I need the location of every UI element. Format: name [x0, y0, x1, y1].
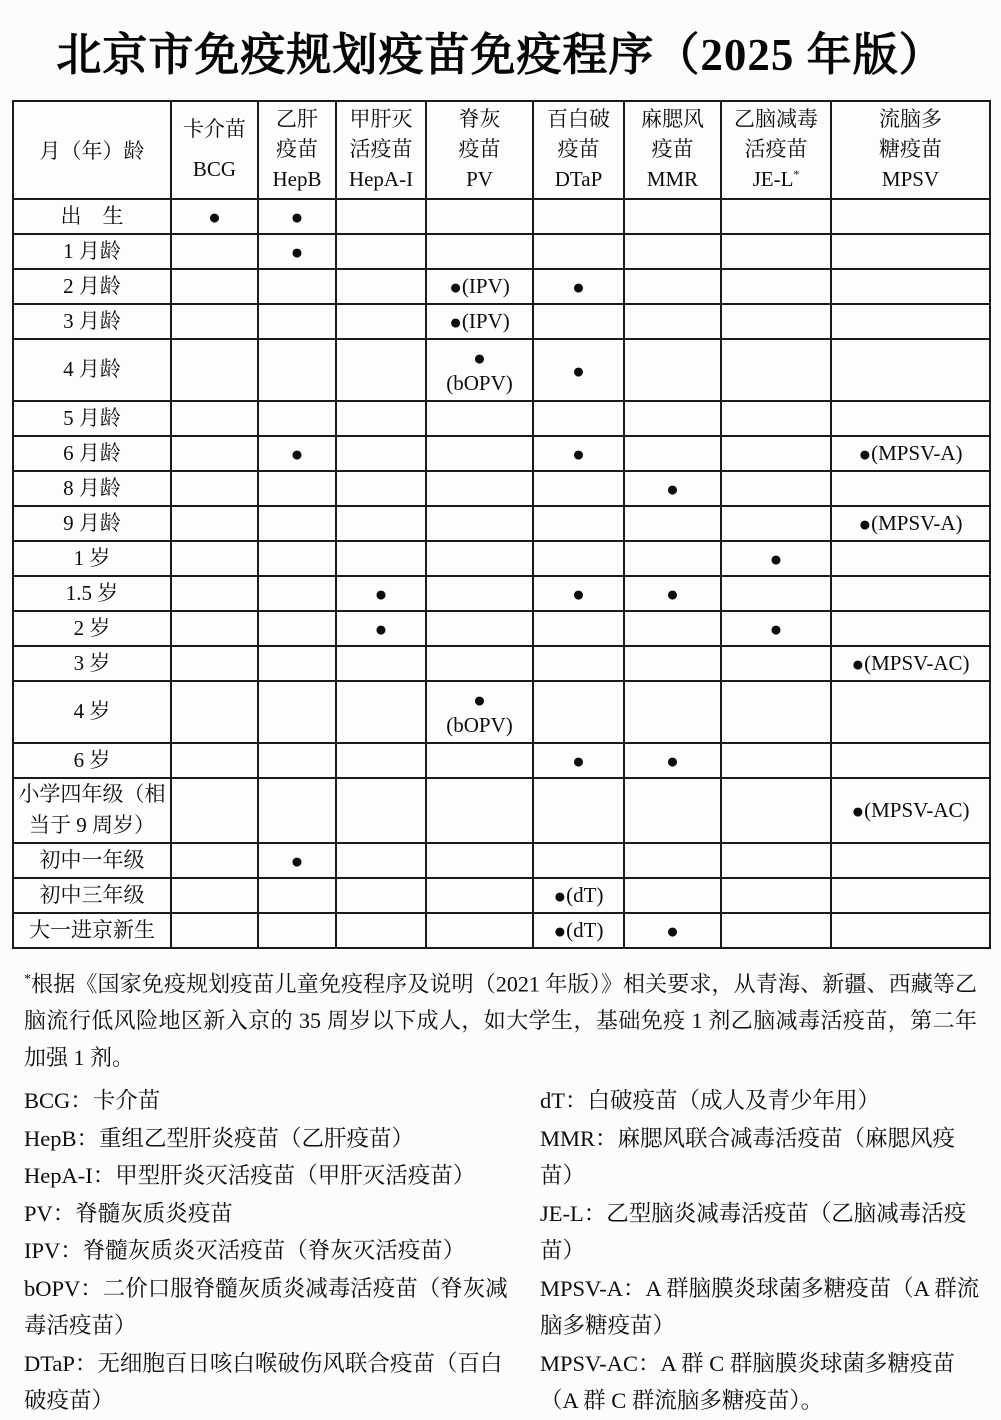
schedule-cell-mmr [624, 843, 721, 878]
schedule-cell-je-l [721, 878, 831, 913]
age-cell: 2 月龄 [13, 269, 171, 304]
abbreviation-entry: MPSV-AC：A 群 C 群脑膜炎球菌多糖疫苗（A 群 C 群流脑多糖疫苗）。 [540, 1350, 955, 1414]
schedule-cell-hepb [258, 611, 336, 646]
table-row [13, 471, 990, 506]
age-cell: 出 生 [13, 199, 171, 234]
schedule-cell-mmr [624, 401, 721, 436]
schedule-cell-hepb [258, 541, 336, 576]
schedule-cell-dtap [533, 743, 624, 778]
schedule-cell-hepa-i [336, 681, 426, 743]
schedule-cell-pv [426, 611, 533, 646]
dose-note: (dT) [566, 883, 604, 908]
schedule-cell-dtap [533, 234, 624, 269]
schedule-cell-bcg [171, 401, 258, 436]
schedule-cell-hepa-i [336, 843, 426, 878]
age-cell: 5 月龄 [13, 401, 171, 436]
schedule-cell-je-l [721, 199, 831, 234]
table-row [13, 878, 990, 913]
dose-dot: ● [553, 884, 567, 909]
abbreviation-entry: JE-L：乙型脑炎减毒活疫苗（乙脑减毒活疫苗） [540, 1200, 967, 1264]
column-header-bcg [171, 101, 258, 199]
column-header-line: 麻腮风 [641, 107, 704, 132]
dose-dot: ● [290, 240, 304, 265]
footnote-text: 根据《国家免疫规划疫苗儿童免疫程序及说明（2021 年版）》相关要求，从青海、新疆、西藏等乙脑流行低风险地区新入京的 35 周岁以下成人，如大学生，基础免疫 1 剂乙脑减毒活疫苗，第二年加强 1 剂。 [24, 971, 977, 1071]
dose-dot: ● [572, 442, 585, 467]
abbreviation-entry: IPV：脊髓灰质炎灭活疫苗（脊灰灭活疫苗） [24, 1238, 466, 1264]
schedule-cell-hepa-i [336, 646, 426, 681]
age-cell: 1 岁 [13, 541, 171, 576]
schedule-cell-pv [426, 878, 533, 913]
schedule-cell-hepb [258, 878, 336, 913]
schedule-cell-mpsv [831, 506, 990, 541]
schedule-cell-hepb [258, 576, 336, 611]
schedule-cell-hepa-i [336, 743, 426, 778]
schedule-cell-dtap [533, 576, 624, 611]
dose-dot: ● [858, 512, 872, 537]
schedule-cell-hepa-i [336, 234, 426, 269]
schedule-cell-hepa-i [336, 576, 426, 611]
schedule-cell-hepb [258, 743, 336, 778]
schedule-cell-je-l [721, 471, 831, 506]
schedule-cell-mmr [624, 436, 721, 471]
table-row [13, 506, 990, 541]
schedule-cell-dtap [533, 778, 624, 843]
schedule-cell-bcg [171, 913, 258, 948]
schedule-cell-mmr [624, 913, 721, 948]
table-row [13, 913, 990, 948]
schedule-cell-mpsv [831, 611, 990, 646]
schedule-cell-mpsv [831, 913, 990, 948]
table-row [13, 339, 990, 401]
schedule-cell-dtap [533, 401, 624, 436]
schedule-cell-bcg [171, 646, 258, 681]
dose-dot: ● [666, 919, 679, 944]
column-header-line: HepA-I [348, 166, 414, 191]
schedule-cell-mpsv [831, 401, 990, 436]
schedule-cell-mpsv [831, 339, 990, 401]
schedule-cell-hepb [258, 339, 336, 401]
schedule-cell-bcg [171, 304, 258, 339]
schedule-cell-hepb [258, 199, 336, 234]
abbreviation-column-right [540, 1082, 983, 1420]
schedule-cell-bcg [171, 611, 258, 646]
footnote-asterisk: * [793, 166, 800, 181]
dose-dot: ● [374, 617, 388, 642]
dose-note: (dT) [566, 918, 604, 943]
schedule-cell-bcg [171, 778, 258, 843]
schedule-cell-mmr [624, 576, 721, 611]
dose-dot: ● [290, 205, 304, 230]
schedule-cell-pv [426, 913, 533, 948]
column-header-line: DTaP [554, 166, 603, 191]
schedule-cell-pv [426, 471, 533, 506]
schedule-cell-pv [426, 541, 533, 576]
schedule-cell-dtap [533, 436, 624, 471]
schedule-cell-bcg [171, 471, 258, 506]
dose-dot: ● [851, 652, 865, 677]
table-row [13, 646, 990, 681]
schedule-cell-je-l [721, 778, 831, 843]
schedule-cell-dtap [533, 611, 624, 646]
dose-note: (MPSV-A) [871, 441, 963, 466]
schedule-cell-pv [426, 743, 533, 778]
schedule-cell-pv [426, 339, 533, 401]
footnote [24, 961, 977, 1076]
dose-dot: ● [572, 275, 585, 300]
schedule-cell-dtap [533, 681, 624, 743]
column-header-line: 脊灰 [458, 107, 501, 132]
abbreviation-entry: PV：脊髓灰质炎疫苗 [24, 1200, 233, 1226]
schedule-cell-mmr [624, 743, 721, 778]
dose-dot: ● [290, 849, 304, 874]
dose-dot: ● [572, 582, 585, 607]
dose-dot: ● [290, 442, 304, 467]
schedule-cell-mmr [624, 541, 721, 576]
schedule-cell-je-l [721, 913, 831, 948]
schedule-cell-bcg [171, 234, 258, 269]
dose-dot: ● [769, 547, 783, 572]
schedule-cell-bcg [171, 506, 258, 541]
schedule-cell-pv [426, 681, 533, 743]
column-header-mpsv [831, 101, 990, 199]
table-row [13, 234, 990, 269]
schedule-cell-pv [426, 506, 533, 541]
abbreviation-entry: MMR：麻腮风联合减毒活疫苗（麻腮风疫苗） [540, 1125, 956, 1189]
schedule-cell-pv [426, 199, 533, 234]
table-row [13, 541, 990, 576]
schedule-cell-mmr [624, 681, 721, 743]
dose-dot: ● [851, 799, 865, 824]
age-cell: 3 月龄 [13, 304, 171, 339]
column-header-je-l [721, 101, 831, 199]
schedule-cell-hepb [258, 778, 336, 843]
dose-dot: ● [473, 687, 486, 712]
abbreviation-entry: MPSV-A：A 群脑膜炎球菌多糖疫苗（A 群流脑多糖疫苗） [540, 1275, 980, 1339]
schedule-cell-pv [426, 646, 533, 681]
table-row [13, 576, 990, 611]
schedule-cell-mmr [624, 471, 721, 506]
schedule-cell-hepb [258, 646, 336, 681]
table-row [13, 743, 990, 778]
schedule-cell-mpsv [831, 436, 990, 471]
dose-note: (MPSV-AC) [864, 651, 970, 676]
age-cell: 大一进京新生 [13, 913, 171, 948]
column-header-line: JE-L* [752, 166, 800, 191]
schedule-cell-hepa-i [336, 878, 426, 913]
schedule-cell-mpsv [831, 576, 990, 611]
schedule-cell-hepb [258, 304, 336, 339]
schedule-cell-hepa-i [336, 611, 426, 646]
schedule-cell-mpsv [831, 304, 990, 339]
schedule-cell-dtap [533, 913, 624, 948]
abbreviation-column-left [24, 1082, 524, 1420]
dose-note: (IPV) [461, 309, 510, 334]
schedule-cell-mpsv [831, 878, 990, 913]
age-cell: 8 月龄 [13, 471, 171, 506]
column-header-dtap [533, 101, 624, 199]
schedule-cell-mmr [624, 234, 721, 269]
column-header-line: 百白破 [547, 107, 610, 132]
age-cell: 初中一年级 [13, 843, 171, 878]
schedule-cell-pv [426, 576, 533, 611]
schedule-cell-hepb [258, 401, 336, 436]
schedule-cell-je-l [721, 843, 831, 878]
column-header-line: 活疫苗 [349, 137, 413, 162]
schedule-cell-je-l [721, 646, 831, 681]
schedule-cell-je-l [721, 304, 831, 339]
schedule-cell-dtap [533, 541, 624, 576]
table-row [13, 269, 990, 304]
schedule-cell-mpsv [831, 843, 990, 878]
dose-dot: ● [858, 442, 872, 467]
column-header-line: 活疫苗 [744, 137, 808, 162]
schedule-cell-je-l [721, 506, 831, 541]
abbreviation-entry: HepA-I：甲型肝炎灭活疫苗（甲肝灭活疫苗） [24, 1163, 476, 1189]
schedule-cell-bcg [171, 199, 258, 234]
column-header-line: 乙脑减毒 [734, 107, 818, 132]
schedule-cell-pv [426, 401, 533, 436]
schedule-cell-mmr [624, 199, 721, 234]
column-header-line: 疫苗 [276, 137, 318, 162]
schedule-cell-je-l [721, 234, 831, 269]
schedule-cell-pv [426, 778, 533, 843]
schedule-cell-dtap [533, 471, 624, 506]
schedule-cell-hepa-i [336, 436, 426, 471]
column-header-line: 卡介苗 [183, 117, 246, 142]
schedule-cell-hepb [258, 681, 336, 743]
age-cell: 初中三年级 [13, 878, 171, 913]
schedule-cell-dtap [533, 304, 624, 339]
schedule-cell-mmr [624, 878, 721, 913]
column-header-line: PV [466, 166, 493, 191]
age-cell: 1 月龄 [13, 234, 171, 269]
table-row [13, 199, 990, 234]
dose-note: (MPSV-A) [871, 511, 963, 536]
table-row [13, 843, 990, 878]
column-header-line: 乙肝 [276, 107, 318, 132]
schedule-cell-dtap [533, 506, 624, 541]
abbreviation-entry: BCG：卡介苗 [24, 1088, 161, 1114]
schedule-cell-hepb [258, 234, 336, 269]
table-row [13, 681, 990, 743]
dose-dot: ● [208, 205, 221, 230]
dose-note: (IPV) [461, 274, 510, 299]
age-cell: 小学四年级（相当于 9 周岁） [13, 778, 171, 843]
column-header-line: 流脑多 [879, 107, 942, 132]
schedule-cell-je-l [721, 436, 831, 471]
schedule-cell-hepa-i [336, 304, 426, 339]
schedule-cell-hepb [258, 471, 336, 506]
schedule-cell-hepb [258, 506, 336, 541]
schedule-cell-hepa-i [336, 541, 426, 576]
schedule-cell-mmr [624, 269, 721, 304]
schedule-cell-bcg [171, 843, 258, 878]
schedule-cell-pv [426, 304, 533, 339]
schedule-cell-hepb [258, 843, 336, 878]
dose-dot: ● [666, 582, 679, 607]
schedule-cell-hepa-i [336, 913, 426, 948]
schedule-cell-mpsv [831, 778, 990, 843]
schedule-cell-dtap [533, 269, 624, 304]
schedule-cell-je-l [721, 681, 831, 743]
schedule-cell-hepa-i [336, 199, 426, 234]
column-header-hepa-i [336, 101, 426, 199]
column-header-line: MPSV [881, 166, 940, 191]
table-row [13, 611, 990, 646]
age-cell: 2 岁 [13, 611, 171, 646]
schedule-cell-hepa-i [336, 471, 426, 506]
schedule-cell-bcg [171, 878, 258, 913]
schedule-cell-bcg [171, 743, 258, 778]
schedule-cell-mmr [624, 339, 721, 401]
schedule-cell-dtap [533, 646, 624, 681]
schedule-cell-bcg [171, 269, 258, 304]
schedule-cell-je-l [721, 269, 831, 304]
dose-note: (MPSV-AC) [864, 798, 970, 823]
column-header-hepb [258, 101, 336, 199]
column-header-line: HepB [272, 166, 322, 191]
schedule-cell-dtap [533, 843, 624, 878]
schedule-cell-dtap [533, 199, 624, 234]
schedule-cell-hepb [258, 913, 336, 948]
column-header-mmr [624, 101, 721, 199]
dose-dot: ● [553, 919, 567, 944]
schedule-cell-je-l [721, 541, 831, 576]
dose-dot: ● [572, 358, 585, 383]
column-header-line: BCG [192, 157, 237, 182]
schedule-cell-mmr [624, 646, 721, 681]
dose-dot: ● [769, 617, 783, 642]
age-cell: 3 岁 [13, 646, 171, 681]
abbreviation-entry: dT：白破疫苗（成人及青少年用） [540, 1088, 880, 1114]
schedule-table [12, 100, 991, 949]
schedule-cell-hepb [258, 269, 336, 304]
abbreviation-legend [12, 1082, 989, 1420]
page-title: 北京市免疫规划疫苗免疫程序（2025 年版） [56, 30, 945, 80]
dose-dot: ● [449, 310, 462, 335]
age-cell: 1.5 岁 [13, 576, 171, 611]
age-cell: 4 岁 [13, 681, 171, 743]
dose-dot: ● [572, 749, 585, 774]
schedule-cell-bcg [171, 436, 258, 471]
age-cell: 4 月龄 [13, 339, 171, 401]
schedule-cell-dtap [533, 878, 624, 913]
schedule-cell-mmr [624, 611, 721, 646]
dose-note: (bOPV) [446, 712, 513, 737]
footnote-marker: * [24, 971, 31, 987]
schedule-cell-hepa-i [336, 339, 426, 401]
schedule-cell-pv [426, 843, 533, 878]
schedule-cell-mpsv [831, 646, 990, 681]
age-cell: 9 月龄 [13, 506, 171, 541]
table-row [13, 401, 990, 436]
schedule-cell-je-l [721, 401, 831, 436]
dose-note: (bOPV) [446, 370, 513, 395]
age-cell: 6 岁 [13, 743, 171, 778]
schedule-cell-mpsv [831, 681, 990, 743]
column-header-line: 疫苗 [458, 137, 501, 162]
schedule-table-body [13, 199, 990, 948]
schedule-cell-je-l [721, 339, 831, 401]
column-header-line: 糖疫苗 [879, 137, 942, 162]
column-header-line: MMR [646, 166, 699, 191]
age-cell: 6 月龄 [13, 436, 171, 471]
table-row [13, 436, 990, 471]
abbreviation-entry: HepB：重组乙型肝炎疫苗（乙肝疫苗） [24, 1125, 414, 1151]
schedule-cell-mpsv [831, 199, 990, 234]
column-header-line: 甲肝灭 [349, 107, 413, 132]
abbreviation-entry: DTaP：无细胞百日咳白喉破伤风联合疫苗（百白破疫苗） [24, 1350, 503, 1414]
table-row [13, 304, 990, 339]
schedule-cell-mmr [624, 778, 721, 843]
schedule-cell-je-l [721, 743, 831, 778]
schedule-cell-hepa-i [336, 269, 426, 304]
schedule-cell-mpsv [831, 743, 990, 778]
column-header-age: 月（年）龄 [13, 101, 171, 199]
schedule-cell-mmr [624, 506, 721, 541]
column-header-line: 疫苗 [651, 137, 694, 162]
schedule-cell-pv [426, 234, 533, 269]
schedule-cell-pv [426, 436, 533, 471]
schedule-cell-hepa-i [336, 506, 426, 541]
schedule-cell-mpsv [831, 541, 990, 576]
column-header-pv [426, 101, 533, 199]
schedule-cell-je-l [721, 611, 831, 646]
schedule-cell-mpsv [831, 269, 990, 304]
dose-dot: ● [374, 582, 388, 607]
dose-dot: ● [449, 275, 462, 300]
schedule-cell-pv [426, 269, 533, 304]
schedule-cell-hepb [258, 436, 336, 471]
table-row [13, 778, 990, 843]
schedule-table-head [13, 101, 990, 199]
abbreviation-entry: bOPV：二价口服脊髓灰质炎减毒活疫苗（脊灰减毒活疫苗） [24, 1275, 508, 1339]
schedule-cell-mmr [624, 304, 721, 339]
schedule-cell-je-l [721, 576, 831, 611]
column-header-line: 疫苗 [557, 137, 600, 162]
schedule-cell-mpsv [831, 234, 990, 269]
schedule-cell-mpsv [831, 471, 990, 506]
schedule-cell-bcg [171, 576, 258, 611]
schedule-cell-dtap [533, 339, 624, 401]
schedule-cell-hepa-i [336, 401, 426, 436]
schedule-cell-bcg [171, 339, 258, 401]
dose-dot: ● [666, 749, 679, 774]
dose-dot: ● [473, 345, 486, 370]
header-row [13, 101, 990, 199]
dose-dot: ● [666, 477, 679, 502]
schedule-cell-hepa-i [336, 778, 426, 843]
schedule-cell-bcg [171, 541, 258, 576]
schedule-cell-bcg [171, 681, 258, 743]
